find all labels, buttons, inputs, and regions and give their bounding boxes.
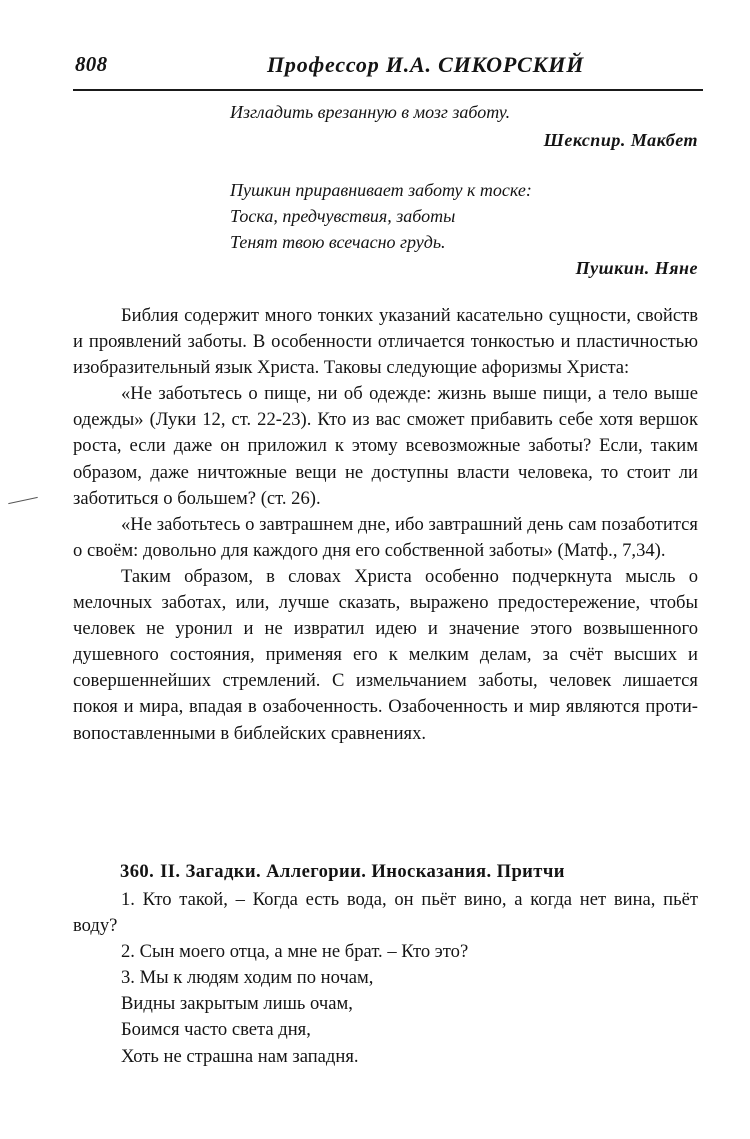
epigraph-line: Тоска, предчувствия, заботы (230, 206, 456, 226)
verse-line: Хоть не страшна нам западня. (121, 1045, 359, 1067)
body-text (73, 303, 698, 747)
list-item: 2. Сын моего отца, а мне не брат. – Кто это? (121, 941, 469, 963)
epigraph-line: Пушкин приравнивает заботу к тоске: (230, 180, 532, 200)
header-rule (73, 89, 703, 91)
section-heading (120, 861, 565, 883)
running-header (75, 52, 703, 86)
paragraph: «Не заботьтесь о пище, ни об одежде: жизнь выше пищи, а тело выше одежды» (Луки 12, ст. 22-23). Кто из вас сможет прибавить себе хотя вершок роста, если даже он приложил к этому всевозможные заботы? Если, таким образом, даже ничтожные вещи не доступны власти человека, то стоит ли заботиться о большем? (ст. 26). (73, 383, 698, 509)
verse-line: Видны закрытым лишь очам, (121, 993, 353, 1015)
page-number: 808 (75, 52, 108, 76)
running-title: Профессор И.А. СИКОРСКИЙ (267, 52, 585, 77)
epigraph-line: Изгладить врезанную в мозг заботу. (230, 102, 511, 122)
list-item: 1. Кто такой, – Когда есть вода, он пьёт вино, а когда нет вина, пьёт воду? (73, 889, 698, 937)
paragraph: «Не заботьтесь о завтрашнем дне, ибо завтрашний день сам позаботится о своём: довольно для каждого дня его собственной заботы» (Матф., 7,34). (73, 513, 698, 561)
verse-line: Боимся часто света дня, (121, 1019, 311, 1041)
list-item: 3. Мы к людям ходим по ночам, (121, 967, 374, 989)
margin-pencil-mark (8, 497, 38, 504)
riddle-list (73, 887, 698, 1070)
paragraph: Библия содержит много тонких указаний касательно сущности, свойств и проявлений заботы. В особенности отличается тонкостью и пластичностью изобразительный язык Христа. Таковы следующие афоризмы Христа: (73, 305, 698, 379)
section-number: 360. (120, 861, 155, 882)
epigraph-attribution: Пушкин. Няне (575, 258, 698, 278)
epigraph-line: Тенят твою всечасно грудь. (230, 232, 446, 252)
epigraph-attribution: Шекспир. Макбет (543, 130, 698, 150)
section-title: II. Загадки. Аллегории. Иносказания. Притчи (160, 861, 565, 882)
paragraph: Таким образом, в словах Христа особенно подчеркнута мысль о мелочных заботах, или, лучше сказать, выражено предостережение, чтобы человек не уронил и не извратил идею и значение этого возвышенного душевного состояния, применяя его к мелким делам, за счёт высших и совершеннейших стремлений. С измельчанием заботы, человек лишается покоя и мира, впадая в озабоченность. Озабоченность и мир являются противопоставленными в библейских сравнениях. (73, 565, 698, 744)
